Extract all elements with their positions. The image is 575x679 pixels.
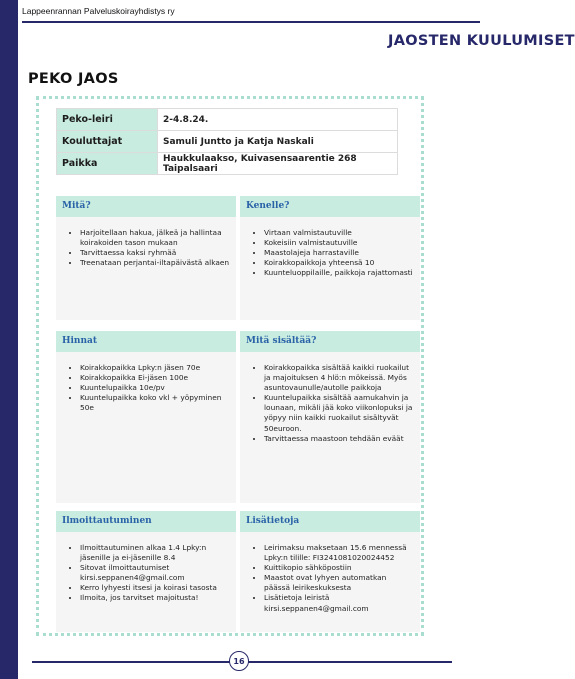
left-accent-bar (0, 0, 18, 679)
list-item: • Koirakkopaikka Ei-jäsen 100e (80, 373, 230, 383)
for-whom-box (240, 196, 420, 320)
list-item: • Ilmoittautuminen alkaa 1.4 Lpky:n jäsenille ja ei-jäsenille 8.4 (80, 543, 230, 563)
list-item: • Koirakkopaikkoja yhteensä 10 (264, 258, 414, 268)
table-row (57, 153, 398, 175)
camp-info-table (56, 108, 398, 175)
what-list (56, 217, 236, 268)
includes-title: Mitä sisältää? (240, 331, 420, 352)
list-item: • Kokeisiin valmistautuville (264, 238, 414, 248)
list-item: • Harjoitellaan hakua, jälkeä ja hallintaa koirakoiden tason mukaan (80, 228, 230, 248)
prices-title: Hinnat (56, 331, 236, 352)
prices-box (56, 331, 236, 503)
list-item: • Virtaan valmistautuville (264, 228, 414, 238)
row-value: Haukkulaakso, Kuivasensaarentie 268 Taipalsaari (158, 153, 398, 175)
row-value: Samuli Juntto ja Katja Naskali (158, 131, 398, 153)
table-row (57, 109, 398, 131)
list-item: • Tarvittaessa kaksi ryhmää (80, 248, 230, 258)
list-item: • Kuuntelupaikka sisältää aamukahvin ja lounaan, mikäli jää koko viikonlopuksi ja yöpyy niin kaikki ruokailut sisältyvät 50euroon. (264, 393, 414, 433)
prices-list (56, 352, 236, 413)
list-item: • Sitovat ilmoittautumiset kirsi.seppanen4@gmail.com (80, 563, 230, 583)
list-item: • Kuunteluoppilaille, paikkoja rajattomasti (264, 268, 414, 278)
section-header: JAOSTEN KUULUMISET (388, 33, 575, 49)
page-title: PEKO JAOS (28, 71, 119, 87)
more-info-title: Lisätietoja (240, 511, 420, 532)
list-item: • Kerro lyhyesti itsesi ja koirasi tasosta (80, 583, 230, 593)
list-item: • Maastolajeja harrastaville (264, 248, 414, 258)
includes-box (240, 331, 420, 503)
list-item: • Leirimaksu maksetaan 15.6 mennessä Lpky:n tilille: FI3241081020024452 (264, 543, 414, 563)
list-item: • Treenataan perjantai-iltapäivästä alkaen (80, 258, 230, 268)
list-item: • Koirakkopaikka sisältää kaikki ruokailut ja majoituksen 4 hlö:n mökeissä. Myös asuntovaunulle/autolle paikkoja (264, 363, 414, 393)
table-row (57, 131, 398, 153)
registration-title: Ilmoittautuminen (56, 511, 236, 532)
what-box (56, 196, 236, 320)
list-item: • Kuuntelupaikka koko vkl + yöpyminen 50e (80, 393, 230, 413)
list-item: • Ilmoita, jos tarvitset majoitusta! (80, 593, 230, 603)
registration-list (56, 532, 236, 604)
info-grid (56, 196, 420, 632)
list-item: • Kuuntelupaikka 10e/pv (80, 383, 230, 393)
list-item: • Kuittikopio sähköpostiin (264, 563, 414, 573)
for-whom-title: Kenelle? (240, 196, 420, 217)
for-whom-list (240, 217, 420, 278)
row-label: Peko-leiri (57, 109, 158, 131)
what-title: Mitä? (56, 196, 236, 217)
list-item: • Koirakkopaikka Lpky:n jäsen 70e (80, 363, 230, 373)
row-label: Paikka (57, 153, 158, 175)
page-number: 16 (229, 651, 249, 671)
header-rule (22, 21, 480, 23)
organization-name: Lappeenrannan Palveluskoirayhdistys ry (22, 6, 175, 16)
more-info-list (240, 532, 420, 614)
row-value: 2-4.8.24. (158, 109, 398, 131)
list-item: • Maastot ovat lyhyen automatkan päässä leirikeskuksesta (264, 573, 414, 593)
list-item: • Lisätietoja leiristä kirsi.seppanen4@gmail.com (264, 593, 414, 613)
includes-list (240, 352, 420, 444)
registration-box (56, 511, 236, 632)
row-label: Kouluttajat (57, 131, 158, 153)
list-item: • Tarvittaessa maastoon tehdään eväät (264, 434, 414, 444)
more-info-box (240, 511, 420, 632)
